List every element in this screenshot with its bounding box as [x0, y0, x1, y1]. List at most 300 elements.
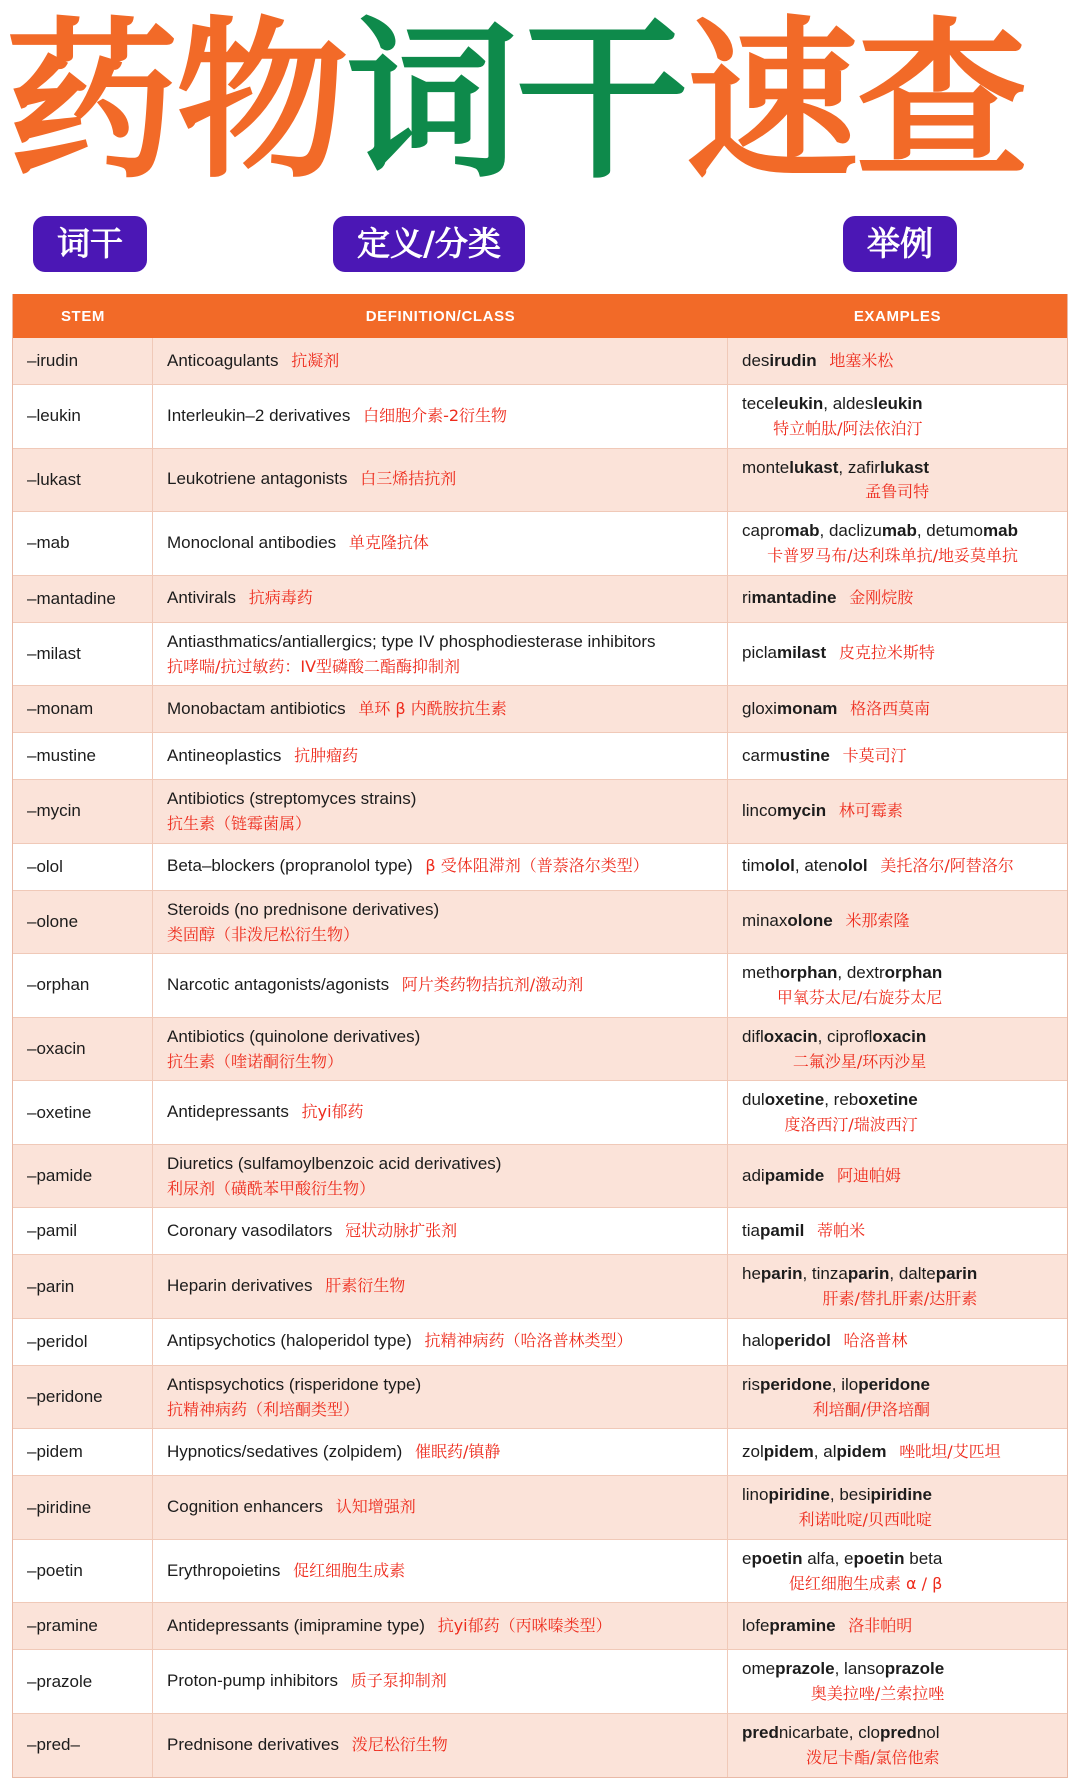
table-row: [13, 1366, 1067, 1430]
stem-text: –orphan: [27, 975, 90, 995]
stem-text: –parin: [27, 1276, 75, 1296]
cell-examples: [728, 1018, 1067, 1081]
definition-en: Cognition enhancers 认知增强剂: [167, 1497, 416, 1517]
example-en: [742, 1441, 1001, 1464]
cell-examples: [728, 891, 1067, 954]
cell-examples: [728, 385, 1067, 448]
cell-definition: [153, 844, 728, 890]
table-row: [13, 844, 1067, 891]
cell-definition: [153, 385, 728, 448]
stem-text: –piridine: [27, 1497, 92, 1517]
example-stem-bold: poetin: [853, 1548, 905, 1568]
cell-examples: [728, 1081, 1067, 1144]
definition-zh: 肝素衍生物: [325, 1276, 406, 1296]
cell-stem: [13, 1714, 153, 1777]
definition-zh: 催眠药/镇静: [415, 1441, 501, 1461]
stem-text: –peridone: [27, 1387, 103, 1407]
example-zh: 皮克拉米斯特: [838, 643, 935, 663]
table-row: [13, 1540, 1067, 1604]
cell-definition: [153, 891, 728, 954]
example-stem-bold: prazole: [775, 1659, 835, 1679]
example-en: [742, 855, 1014, 878]
cell-stem: [13, 844, 153, 890]
example-en: [742, 587, 913, 610]
cell-examples: [728, 1208, 1067, 1254]
example-zh: 泼尼卡酯/氯倍他索: [806, 1747, 940, 1767]
cell-definition: [153, 512, 728, 575]
definition-en: Beta–blockers (propranolol type) β 受体阻滞剂（普萘洛尔类型）: [167, 856, 649, 876]
definition-zh: 抗肿瘤药: [294, 745, 359, 765]
table-row: [13, 954, 1067, 1018]
example-stem-bold: oxacin: [872, 1026, 927, 1046]
cell-definition: [153, 1255, 728, 1318]
cell-examples: [728, 780, 1067, 843]
cell-examples: [728, 686, 1067, 732]
example-stem-bold: leukin: [873, 394, 923, 413]
cell-definition: [153, 1366, 728, 1429]
example-en: [742, 698, 930, 721]
definition-zh: 白细胞介素-2衍生物: [363, 405, 508, 425]
example-plain: carm: [742, 745, 780, 765]
example-plain: nicarbate, clo: [778, 1722, 880, 1742]
example-plain: dul: [742, 1090, 765, 1110]
definition-zh: 单克隆抗体: [348, 532, 429, 552]
example-zh: 阿迪帕姆: [836, 1165, 901, 1185]
example-stem-bold: poetin: [751, 1548, 803, 1568]
example-plain: des: [742, 350, 770, 370]
example-stem-bold: piridine: [768, 1485, 830, 1505]
cell-examples: [728, 623, 1067, 686]
example-en: [742, 350, 893, 373]
example-en: [742, 962, 942, 985]
example-zh: 卡普罗马布/达利珠单抗/地妥莫单抗: [767, 546, 1018, 565]
example-stem-bold: peridol: [774, 1331, 831, 1351]
example-zh: 卡莫司汀: [842, 745, 907, 765]
stem-text: –prazole: [27, 1671, 93, 1691]
example-stem-bold: olol: [764, 856, 795, 876]
table-row: [13, 512, 1067, 576]
example-zh: 唑吡坦/艾匹坦: [899, 1441, 1001, 1461]
stem-table: [12, 294, 1068, 1778]
example-stem-bold: pred: [742, 1722, 779, 1742]
example-plain: , reb: [824, 1090, 859, 1110]
stem-text: –mab: [27, 533, 70, 553]
stem-text: –mycin: [27, 801, 81, 821]
cell-examples: [728, 1603, 1067, 1649]
example-stem-bold: mycin: [776, 800, 827, 820]
cell-examples: [728, 844, 1067, 890]
definition-zh: 抗生素（链霉菌属）: [167, 814, 312, 834]
stem-text: –pamide: [27, 1166, 93, 1186]
definition-zh: 抗凝剂: [291, 350, 340, 370]
cell-examples: [728, 1255, 1067, 1318]
cell-examples: [728, 1145, 1067, 1208]
cell-examples: [728, 1476, 1067, 1539]
example-stem-bold: pamil: [759, 1220, 805, 1240]
definition-en: Anticoagulants 抗凝剂: [167, 350, 340, 370]
cell-definition: [153, 1540, 728, 1603]
table-row: [13, 780, 1067, 844]
stem-text: –leukin: [27, 406, 81, 426]
example-stem-bold: oxetine: [858, 1090, 918, 1110]
definition-en: Antibiotics (streptomyces strains): [167, 789, 417, 809]
cell-stem: [13, 512, 153, 575]
example-plain: ome: [742, 1659, 776, 1679]
page-title: [0, 0, 1080, 210]
header-examples: EXAMPLES: [853, 307, 942, 325]
table-row: [13, 891, 1067, 955]
example-stem-bold: olol: [837, 856, 868, 876]
cell-stem: [13, 1255, 153, 1318]
title-char-4: 干: [516, 1, 686, 202]
definition-en: Antivirals 抗病毒药: [167, 588, 313, 608]
cell-definition: [153, 576, 728, 622]
cell-stem: [13, 733, 153, 779]
definition-en: Antidepressants 抗yi郁药: [167, 1102, 364, 1122]
definition-zh: 抗yi郁药: [301, 1102, 364, 1122]
definition-zh: 抗精神病药（哈洛普林类型）: [424, 1331, 633, 1351]
cell-definition: [153, 449, 728, 512]
example-plain: ri: [742, 588, 752, 608]
definition-zh: 阿片类药物拮抗剂/激动剂: [401, 974, 584, 994]
example-plain: , besi: [829, 1485, 871, 1505]
example-zh: 促红细胞生成素 α / β: [788, 1573, 943, 1593]
cell-definition: [153, 1145, 728, 1208]
cell-definition: [153, 954, 728, 1017]
stem-text: –milast: [27, 643, 81, 663]
example-plain: adi: [742, 1165, 765, 1185]
example-zh: 林可霉素: [838, 800, 903, 820]
example-zh: 特立帕肽/阿法依泊汀: [773, 418, 923, 438]
definition-en: Antispsychotics (risperidone type): [167, 1374, 422, 1394]
example-plain: , aldes: [823, 394, 874, 413]
cell-definition: [153, 1208, 728, 1254]
example-plain: linco: [742, 800, 777, 820]
cell-stem: [13, 1319, 153, 1365]
stem-text: –peridol: [27, 1331, 88, 1351]
definition-zh: 冠状动脉扩张剂: [345, 1220, 458, 1240]
example-plain: beta: [904, 1548, 943, 1568]
cell-definition: [153, 1319, 728, 1365]
cell-examples: [728, 733, 1067, 779]
example-zh: 美托洛尔/阿替洛尔: [880, 856, 1014, 876]
example-zh: 利培酮/伊洛培酮: [812, 1399, 931, 1419]
example-plain: capro: [742, 521, 785, 541]
example-plain: , aten: [794, 856, 838, 876]
example-stem-bold: peridone: [858, 1374, 931, 1394]
cell-definition: [153, 780, 728, 843]
column-legend: [0, 210, 1080, 288]
definition-en: Antidepressants (imipramine type) 抗yi郁药（丙咪嗪类型）: [167, 1615, 612, 1635]
example-en: [742, 1330, 908, 1353]
cell-examples: [728, 576, 1067, 622]
example-plain: , ilo: [831, 1374, 859, 1394]
table-row: [13, 1255, 1067, 1319]
definition-zh: 白三烯拮抗剂: [360, 469, 457, 489]
example-stem-bold: parin: [935, 1264, 978, 1284]
table-row: [13, 1319, 1067, 1366]
cell-stem: [13, 780, 153, 843]
stem-text: –pred–: [27, 1735, 80, 1755]
definition-zh: 认知增强剂: [335, 1497, 416, 1517]
example-zh: 孟鲁司特: [865, 482, 930, 502]
table-row: [13, 686, 1067, 733]
cell-definition: [153, 1476, 728, 1539]
example-zh: 甲氧芬太尼/右旋芬太尼: [776, 988, 943, 1008]
example-zh: 金刚烷胺: [849, 588, 914, 608]
example-plain: , dextr: [837, 963, 885, 983]
example-plain: alfa, e: [802, 1548, 854, 1568]
table-body: [13, 338, 1067, 1777]
cell-stem: [13, 1603, 153, 1649]
cell-stem: [13, 449, 153, 512]
example-plain: , detumo: [916, 521, 983, 541]
cell-definition: [153, 686, 728, 732]
cell-stem: [13, 1429, 153, 1475]
definition-en: Steroids (no prednisone derivatives): [167, 899, 440, 919]
example-plain: , dalte: [889, 1264, 936, 1284]
example-plain: tece: [742, 394, 775, 413]
cell-examples: [728, 1319, 1067, 1365]
cell-examples: [728, 449, 1067, 512]
definition-zh: 抗病毒药: [248, 588, 313, 608]
definition-en: Proton-pump inhibitors 质子泵抑制剂: [167, 1671, 447, 1691]
definition-zh: 抗精神病药（利培酮类型）: [167, 1399, 360, 1419]
table-row: [13, 576, 1067, 623]
cell-definition: [153, 1603, 728, 1649]
example-zh: 肝素/替扎肝素/达肝素: [822, 1289, 978, 1309]
definition-en: Heparin derivatives 肝素衍生物: [167, 1276, 406, 1296]
cell-examples: [728, 1540, 1067, 1603]
example-plain: minax: [742, 911, 788, 931]
title-char-2: 物: [176, 1, 346, 202]
definition-zh: 质子泵抑制剂: [350, 1671, 447, 1691]
table-row: [13, 449, 1067, 513]
chip-stem: 词干: [33, 216, 147, 272]
example-stem-bold: pidem: [763, 1441, 814, 1461]
example-en: [742, 1722, 940, 1745]
cell-examples: [728, 1650, 1067, 1713]
example-plain: e: [742, 1548, 752, 1568]
example-en: [742, 1548, 942, 1571]
table-header-row: [13, 294, 1067, 338]
definition-zh: 泼尼松衍生物: [351, 1734, 448, 1754]
example-stem-bold: orphan: [884, 963, 943, 983]
example-stem-bold: mab: [881, 521, 917, 541]
cell-stem: [13, 1650, 153, 1713]
table-row: [13, 1650, 1067, 1714]
example-plain: lofe: [742, 1615, 770, 1635]
cell-definition: [153, 623, 728, 686]
example-en: [742, 457, 929, 480]
example-en: [742, 1615, 912, 1638]
example-plain: ris: [742, 1374, 760, 1394]
cell-stem: [13, 1476, 153, 1539]
title-char-1: 药: [6, 1, 176, 202]
table-row: [13, 623, 1067, 687]
example-plain: , zafir: [838, 457, 880, 477]
example-en: [742, 1484, 932, 1507]
definition-en: Coronary vasodilators 冠状动脉扩张剂: [167, 1220, 458, 1240]
example-en: [742, 1374, 930, 1397]
cell-stem: [13, 623, 153, 686]
example-stem-bold: pred: [879, 1722, 917, 1742]
example-stem-bold: lukast: [879, 457, 930, 477]
definition-en: Leukotriene antagonists 白三烯拮抗剂: [167, 469, 457, 489]
cell-stem: [13, 1540, 153, 1603]
example-stem-bold: monam: [776, 698, 838, 718]
example-zh: 蒂帕米: [817, 1220, 866, 1240]
example-en: [742, 393, 922, 416]
example-plain: , tinza: [802, 1264, 848, 1284]
example-plain: , ciprofl: [817, 1026, 873, 1046]
example-en: [742, 1220, 865, 1243]
stem-text: –mantadine: [27, 588, 116, 608]
example-en: [742, 520, 1018, 543]
cell-stem: [13, 385, 153, 448]
definition-zh: 抗哮喘/抗过敏药：IV型磷酸二酯酶抑制剂: [167, 656, 461, 676]
definition-en: Diuretics (sulfamoylbenzoic acid derivatives): [167, 1153, 502, 1173]
example-en: [742, 745, 907, 768]
stem-text: –pidem: [27, 1442, 83, 1462]
example-zh: 米那索隆: [845, 911, 910, 931]
example-zh: 利诺吡啶/贝西吡啶: [798, 1510, 932, 1530]
table-row: [13, 385, 1067, 449]
example-plain: picla: [742, 643, 777, 663]
example-en: [742, 910, 909, 933]
cell-stem: [13, 576, 153, 622]
title-char-5: 速: [686, 1, 856, 202]
example-en: [742, 1165, 901, 1188]
table-row: [13, 733, 1067, 780]
example-stem-bold: peridone: [759, 1374, 832, 1394]
example-plain: monte: [742, 457, 790, 477]
stem-text: –pramine: [27, 1616, 98, 1636]
cell-definition: [153, 1714, 728, 1777]
cell-stem: [13, 1145, 153, 1208]
definition-en: Prednisone derivatives 泼尼松衍生物: [167, 1734, 448, 1754]
table-row: [13, 1145, 1067, 1209]
cell-stem: [13, 686, 153, 732]
definition-zh: 利尿剂（磺酰苯甲酸衍生物）: [167, 1178, 376, 1198]
example-plain: zol: [742, 1441, 764, 1461]
cell-stem: [13, 1018, 153, 1081]
definition-en: Antibiotics (quinolone derivatives): [167, 1026, 421, 1046]
stem-text: –poetin: [27, 1561, 83, 1581]
definition-zh: 促红细胞生成素: [293, 1560, 406, 1580]
cell-definition: [153, 1081, 728, 1144]
example-stem-bold: lukast: [789, 457, 839, 477]
title-char-6: 查: [856, 1, 1026, 202]
example-stem-bold: leukin: [774, 394, 824, 413]
definition-en: Antipsychotics (haloperidol type) 抗精神病药（哈洛普林类型）: [167, 1331, 633, 1351]
header-definition: DEFINITION/CLASS: [365, 307, 516, 325]
table-row: [13, 1714, 1067, 1777]
example-plain: halo: [742, 1331, 775, 1351]
example-stem-bold: parin: [760, 1264, 803, 1284]
definition-zh: 抗yi郁药（丙咪嗪类型）: [437, 1615, 612, 1635]
cell-examples: [728, 1429, 1067, 1475]
definition-zh: 单环 β 内酰胺抗生素: [358, 698, 507, 718]
cell-stem: [13, 338, 153, 384]
example-stem-bold: olone: [787, 911, 833, 931]
example-stem-bold: ustine: [779, 745, 830, 765]
example-en: [742, 1263, 977, 1286]
stem-text: –mustine: [27, 746, 96, 766]
definition-en: Antiasthmatics/antiallergics; type IV phosphodiesterase inhibitors: [167, 631, 656, 651]
definition-en: Monobactam antibiotics 单环 β 内酰胺抗生素: [167, 698, 507, 718]
cell-definition: [153, 1018, 728, 1081]
example-plain: , daclizu: [819, 521, 882, 541]
table-row: [13, 1429, 1067, 1476]
cell-stem: [13, 1081, 153, 1144]
table-row: [13, 1476, 1067, 1540]
cell-stem: [13, 891, 153, 954]
example-en: [742, 1658, 944, 1681]
stem-text: –oxacin: [27, 1038, 86, 1058]
example-zh: 奥美拉唑/兰索拉唑: [810, 1684, 945, 1704]
example-plain: tia: [742, 1220, 760, 1240]
example-stem-bold: oxetine: [764, 1090, 825, 1110]
example-en: [742, 800, 903, 823]
definition-en: Erythropoietins 促红细胞生成素: [167, 1560, 406, 1580]
table-row: [13, 1018, 1067, 1082]
example-stem-bold: pidem: [836, 1441, 887, 1461]
definition-en: Narcotic antagonists/agonists 阿片类药物拮抗剂/激动剂: [167, 974, 584, 994]
example-stem-bold: irudin: [769, 350, 817, 370]
cell-definition: [153, 1650, 728, 1713]
cell-definition: [153, 338, 728, 384]
definition-zh: 抗生素（喹诺酮衍生物）: [167, 1051, 344, 1071]
example-en: [742, 1026, 926, 1049]
table-row: [13, 1081, 1067, 1145]
definition-zh: 类固醇（非泼尼松衍生物）: [167, 924, 360, 944]
stem-text: –olol: [27, 856, 63, 876]
cell-stem: [13, 1366, 153, 1429]
example-stem-bold: orphan: [779, 963, 838, 983]
stem-text: –pamil: [27, 1221, 78, 1241]
example-plain: difl: [742, 1026, 764, 1046]
example-plain: lino: [742, 1485, 769, 1505]
example-plain: gloxi: [742, 698, 777, 718]
table-row: [13, 338, 1067, 385]
stem-text: –monam: [27, 699, 94, 719]
example-plain: , al: [813, 1441, 837, 1461]
stem-text: –lukast: [27, 469, 81, 489]
example-stem-bold: oxacin: [763, 1026, 818, 1046]
example-stem-bold: mab: [784, 521, 820, 541]
stem-text: –oxetine: [27, 1102, 92, 1122]
chip-examples: 举例: [843, 216, 957, 272]
cell-examples: [728, 1714, 1067, 1777]
example-stem-bold: mantadine: [751, 588, 837, 608]
definition-en: Monoclonal antibodies 单克隆抗体: [167, 532, 429, 552]
example-stem-bold: prazole: [884, 1659, 945, 1679]
example-stem-bold: pamide: [764, 1165, 825, 1185]
example-plain: tim: [742, 856, 765, 876]
example-plain: meth: [742, 963, 780, 983]
example-zh: 度洛西汀/瑞波西汀: [784, 1115, 918, 1135]
cell-stem: [13, 1208, 153, 1254]
stem-text: –olone: [27, 911, 79, 931]
definition-en: Antineoplastics 抗肿瘤药: [167, 745, 359, 765]
cell-examples: [728, 338, 1067, 384]
example-stem-bold: pramine: [769, 1615, 836, 1635]
example-stem-bold: piridine: [870, 1485, 932, 1505]
cell-examples: [728, 1366, 1067, 1429]
example-stem-bold: milast: [776, 643, 827, 663]
definition-zh: β 受体阻滞剂（普萘洛尔类型）: [425, 856, 649, 876]
